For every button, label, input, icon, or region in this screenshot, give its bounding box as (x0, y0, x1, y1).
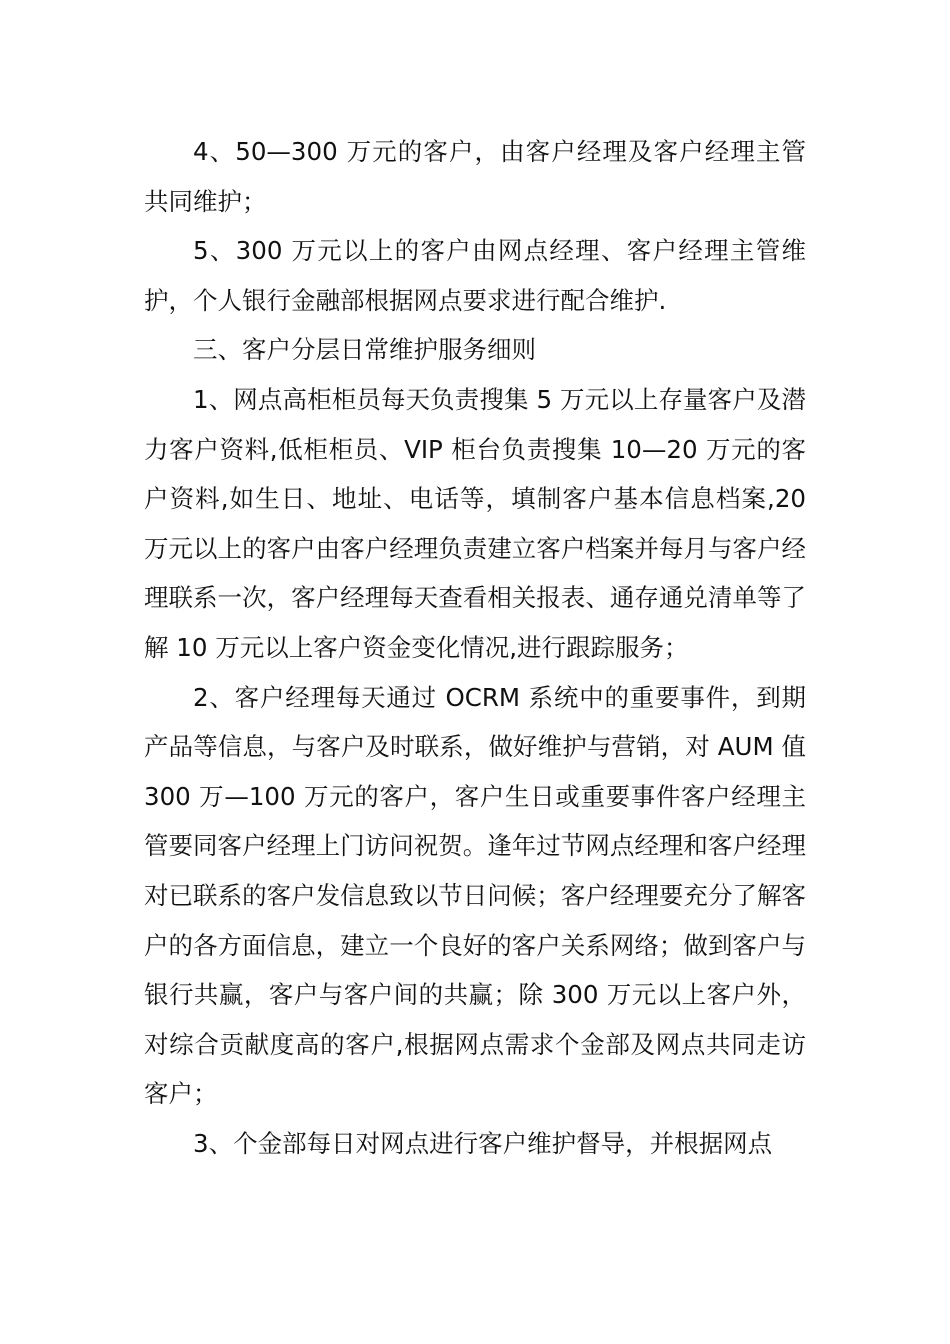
paragraph-rule-1: 1、网点高柜柜员每天负责搜集 5 万元以上存量客户及潜力客户资料,低柜柜员、VIP 柜台负责搜集 10—20 万元的客户资料,如生日、地址、电话等，填制客户基本信息档案,20 万元以上的客户由客户经理负责建立客户档案并每月与客户经理联系一次，客户经理每天查看相关报表、通存通兑清单等了解 10 万元以上客户资金变化情况,进行跟踪服务； (144, 384, 806, 662)
document-body (144, 127, 806, 1168)
section-heading-3: 三、客户分层日常维护服务细则 (193, 335, 536, 365)
paragraph-rule-2: 2、客户经理每天通过 OCRM 系统中的重要事件，到期产品等信息，与客户及时联系，做好维护与营销，对 AUM 值 300 万—100 万元的客户，客户生日或重要事件客户经理主管要同客户经理上门访问祝贺。逢年过节网点经理和客户经理对已联系的客户发信息致以节日问候；客户经理要充分了解客户的各方面信息，建立一个良好的客户关系网络；做到客户与银行共赢，客户与客户间的共赢；除 300 万元以上客户外，对综合贡献度高的客户,根据网点需求个金部及网点共同走访客户； (144, 682, 806, 1109)
paragraph-rule-3: 3、个金部每日对网点进行客户维护督导，并根据网点 (193, 1128, 773, 1158)
paragraph-item-4: 4、50—300 万元的客户，由客户经理及客户经理主管共同维护； (144, 137, 806, 216)
paragraph-item-5: 5、300 万元以上的客户由网点经理、客户经理主管维护，个人银行金融部根据网点要求进行配合维护. (144, 236, 806, 315)
